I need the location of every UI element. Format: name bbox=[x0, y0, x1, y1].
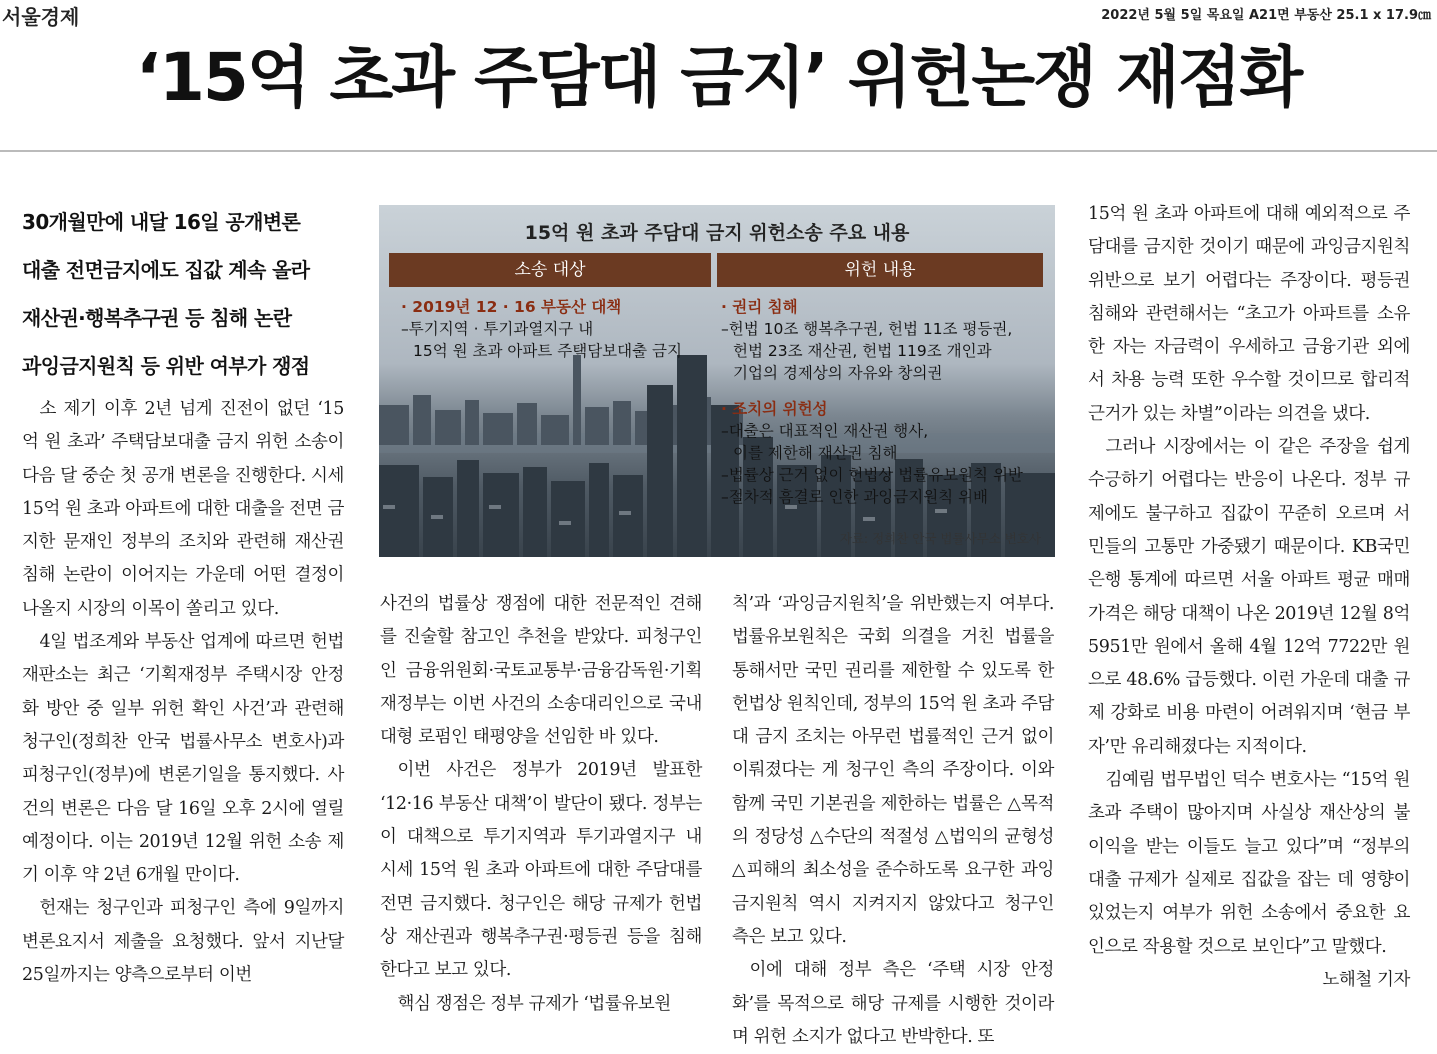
item-line: –절차적 흠결로 인한 과잉금지원칙 위배 bbox=[721, 488, 989, 506]
graphic-source: 자료: 정희찬 안국 법률사무소 변호사 bbox=[839, 531, 1041, 546]
subheadlines bbox=[22, 198, 342, 390]
newspaper-name: 서울경제 bbox=[2, 5, 80, 29]
item-line: 헌법 23조 재산권, 헌법 119조 개인과 bbox=[733, 342, 992, 360]
article-paragraph: 15억 원 초과 아파트에 대해 예외적으로 주담대를 금지한 것이기 때문에 과잉금지원칙 위반으로 보기 어렵다는 주장이다. 평등권 침해와 관련해서는 “초고가 아파트를 소유한 자는 자금력이 우세하고 금융기관 외에서 차용 능력 또한 우수할 것이므로 합리적 근거가 있는 차별”이라는 의견을 냈다. bbox=[1088, 204, 1410, 424]
item-heading: · 권리 침해 bbox=[721, 298, 798, 316]
article-paragraph: 이에 대해 정부 측은 ‘주택 시장 안정화’를 목적으로 해당 규제를 시행한 것이라며 위헌 소지가 없다고 반박한다. 또 bbox=[732, 960, 1054, 1047]
item-line: 기업의 경제상의 자유와 창의권 bbox=[733, 364, 943, 382]
unconstitutionality-block bbox=[721, 296, 1023, 508]
item-line: –투기지역 · 투기과열지구 내 bbox=[401, 320, 594, 338]
article-column-1 bbox=[22, 393, 344, 992]
infographic bbox=[379, 205, 1055, 557]
article-paragraph bbox=[1088, 764, 1410, 990]
article-paragraph: 칙’과 ‘과잉금지원칙’을 위반했는지 여부다. 법률유보원칙은 국회 의결을 거친 법률을 통해서만 국민 권리를 제한할 수 있도록 한 헌법상 원칙인데, 정부의 15억 원 초과 주담대 금지 조치는 아무런 법률적인 근거 없이 이뤄졌다는 게 청구인 측의 주장이다. 이와 함께 국민 기본권을 제한하는 법률은 △목적의 정당성 △수단의 적절성 △법익의 균형성 △피해의 최소성을 준수하도록 요구한 과잉금지원칙 역시 지켜지지 않았다고 청구인 측은 보고 있다. bbox=[732, 594, 1054, 947]
article-column-4 bbox=[1088, 198, 1410, 997]
article-column-2 bbox=[380, 588, 702, 1021]
article-paragraph: 소 제기 이후 2년 넘게 진전이 없던 ‘15억 원 초과’ 주택담보대출 금지 위헌 소송이 다음 달 중순 첫 공개 변론을 진행한다. 시세 15억 원 초과 아파트에 대한 대출을 전면 금지한 문재인 정부의 조치와 관련해 재산권 침해 논란이 이어지는 가운데 어떤 결정이 나올지 시장의 이목이 쏠리고 있다. bbox=[22, 399, 344, 619]
item-line: –헌법 10조 행복추구권, 헌법 11조 평등권, bbox=[721, 320, 1013, 338]
infographic-title: 15억 원 초과 주담대 금지 위헌소송 주요 내용 bbox=[524, 222, 910, 244]
article-paragraph: 그러나 시장에서는 이 같은 주장을 쉽게 수긍하기 어렵다는 반응이 나온다. 정부 규제에도 불구하고 집값이 꾸준히 오르며 서민들의 고통만 가중됐기 때문이다. KB국민은행 통계에 따르면 서울 아파트 평균 매매가격은 해당 대책이 나온 2019년 12월 8억 5951만 원에서 올해 4월 12억 7722만 원으로 48.6% 급등했다. 이런 가운데 대출 규제 강화로 비용 마련이 어려워지며 ‘현금 부자’만 유리해졌다는 지적이다. bbox=[1088, 437, 1410, 757]
article-paragraph: 사건의 법률상 쟁점에 대한 전문적인 견해를 진술할 참고인 추천을 받았다. 피청구인인 금융위원회·국토교통부·금융감독원·기획재정부는 이번 사건의 소송대리인으로 국내 대형 로펌인 태평양을 선임한 바 있다. bbox=[380, 594, 702, 748]
article-paragraph: 헌재는 청구인과 피청구인 측에 9일까지 변론요지서 제출을 요청했다. 앞서 지난달 25일까지는 양측으로부터 이번 bbox=[22, 898, 344, 986]
item-heading: · 조치의 위헌성 bbox=[721, 400, 828, 418]
article-paragraph: 4일 법조계와 부동산 업계에 따르면 헌법재판소는 최근 ‘기획재정부 주택시장 안정화 방안 중 일부 위헌 확인 사건’과 관련해 청구인(정희찬 안국 법률사무소 변호사)과 피청구인(정부)에 변론기일을 통지했다. 사건의 변론은 다음 달 16일 오후 2시에 열릴 예정이다. 이는 2019년 12월 위헌 소송 제기 이후 약 2년 6개월 만이다. bbox=[22, 632, 344, 886]
lawsuit-target-block bbox=[401, 296, 682, 362]
dateline: 2022년 5월 5일 목요일 A21면 부동산 25.1 x 17.9㎝ bbox=[1101, 8, 1431, 23]
headline: ‘15억 초과 주담대 금지’ 위헌논쟁 재점화 bbox=[135, 39, 1302, 116]
byline: 노해철 기자 bbox=[1322, 969, 1410, 990]
subheadline: 대출 전면금지에도 집값 계속 올라 bbox=[22, 258, 310, 282]
subheadline: 30개월만에 내달 16일 공개변론 bbox=[22, 210, 301, 234]
right-column-header: 위헌 내용 bbox=[717, 253, 1043, 287]
article-paragraph-text: 김예림 법무법인 덕수 변호사는 “15억 원 초과 주택이 많아지며 사실상 재산상의 불이익을 받는 이들도 늘고 있다”며 “정부의 대출 규제가 실제로 집값을 잡는 데 영향이 있었는지 여부가 위헌 소송에서 중요한 요인으로 작용할 것으로 보인다”고 말했다. bbox=[1088, 770, 1410, 957]
masthead bbox=[0, 0, 1437, 29]
subheadline: 재산권·행복추구권 등 침해 논란 bbox=[22, 306, 292, 330]
article-column-3 bbox=[732, 588, 1054, 1054]
article-paragraph: 이번 사건은 정부가 2019년 발표한 ‘12·16 부동산 대책’이 발단이 됐다. 정부는 이 대책으로 투기지역과 투기과열지구 내 시세 15억 원 초과 아파트에 대한 주담대를 전면 금지했다. 청구인은 해당 규제가 헌법상 재산권과 행복추구권·평등권 등을 침해한다고 보고 있다. bbox=[380, 760, 702, 981]
headline-divider bbox=[0, 150, 1437, 152]
item-line: –대출은 대표적인 재산권 행사, bbox=[721, 422, 929, 440]
left-column-header: 소송 대상 bbox=[389, 253, 711, 287]
subheadline: 과잉금지원칙 등 위반 여부가 쟁점 bbox=[22, 354, 310, 378]
article-paragraph: 핵심 쟁점은 정부 규제가 ‘법률유보원 bbox=[397, 993, 671, 1014]
item-line: –법률상 근거 없이 헌법상 법률유보원칙 위반 bbox=[721, 466, 1023, 484]
item-line: 이를 제한해 재산권 침해 bbox=[733, 444, 898, 462]
item-heading: · 2019년 12 · 16 부동산 대책 bbox=[401, 298, 622, 316]
item-line: 15억 원 초과 아파트 주택담보대출 금지 bbox=[413, 342, 682, 360]
